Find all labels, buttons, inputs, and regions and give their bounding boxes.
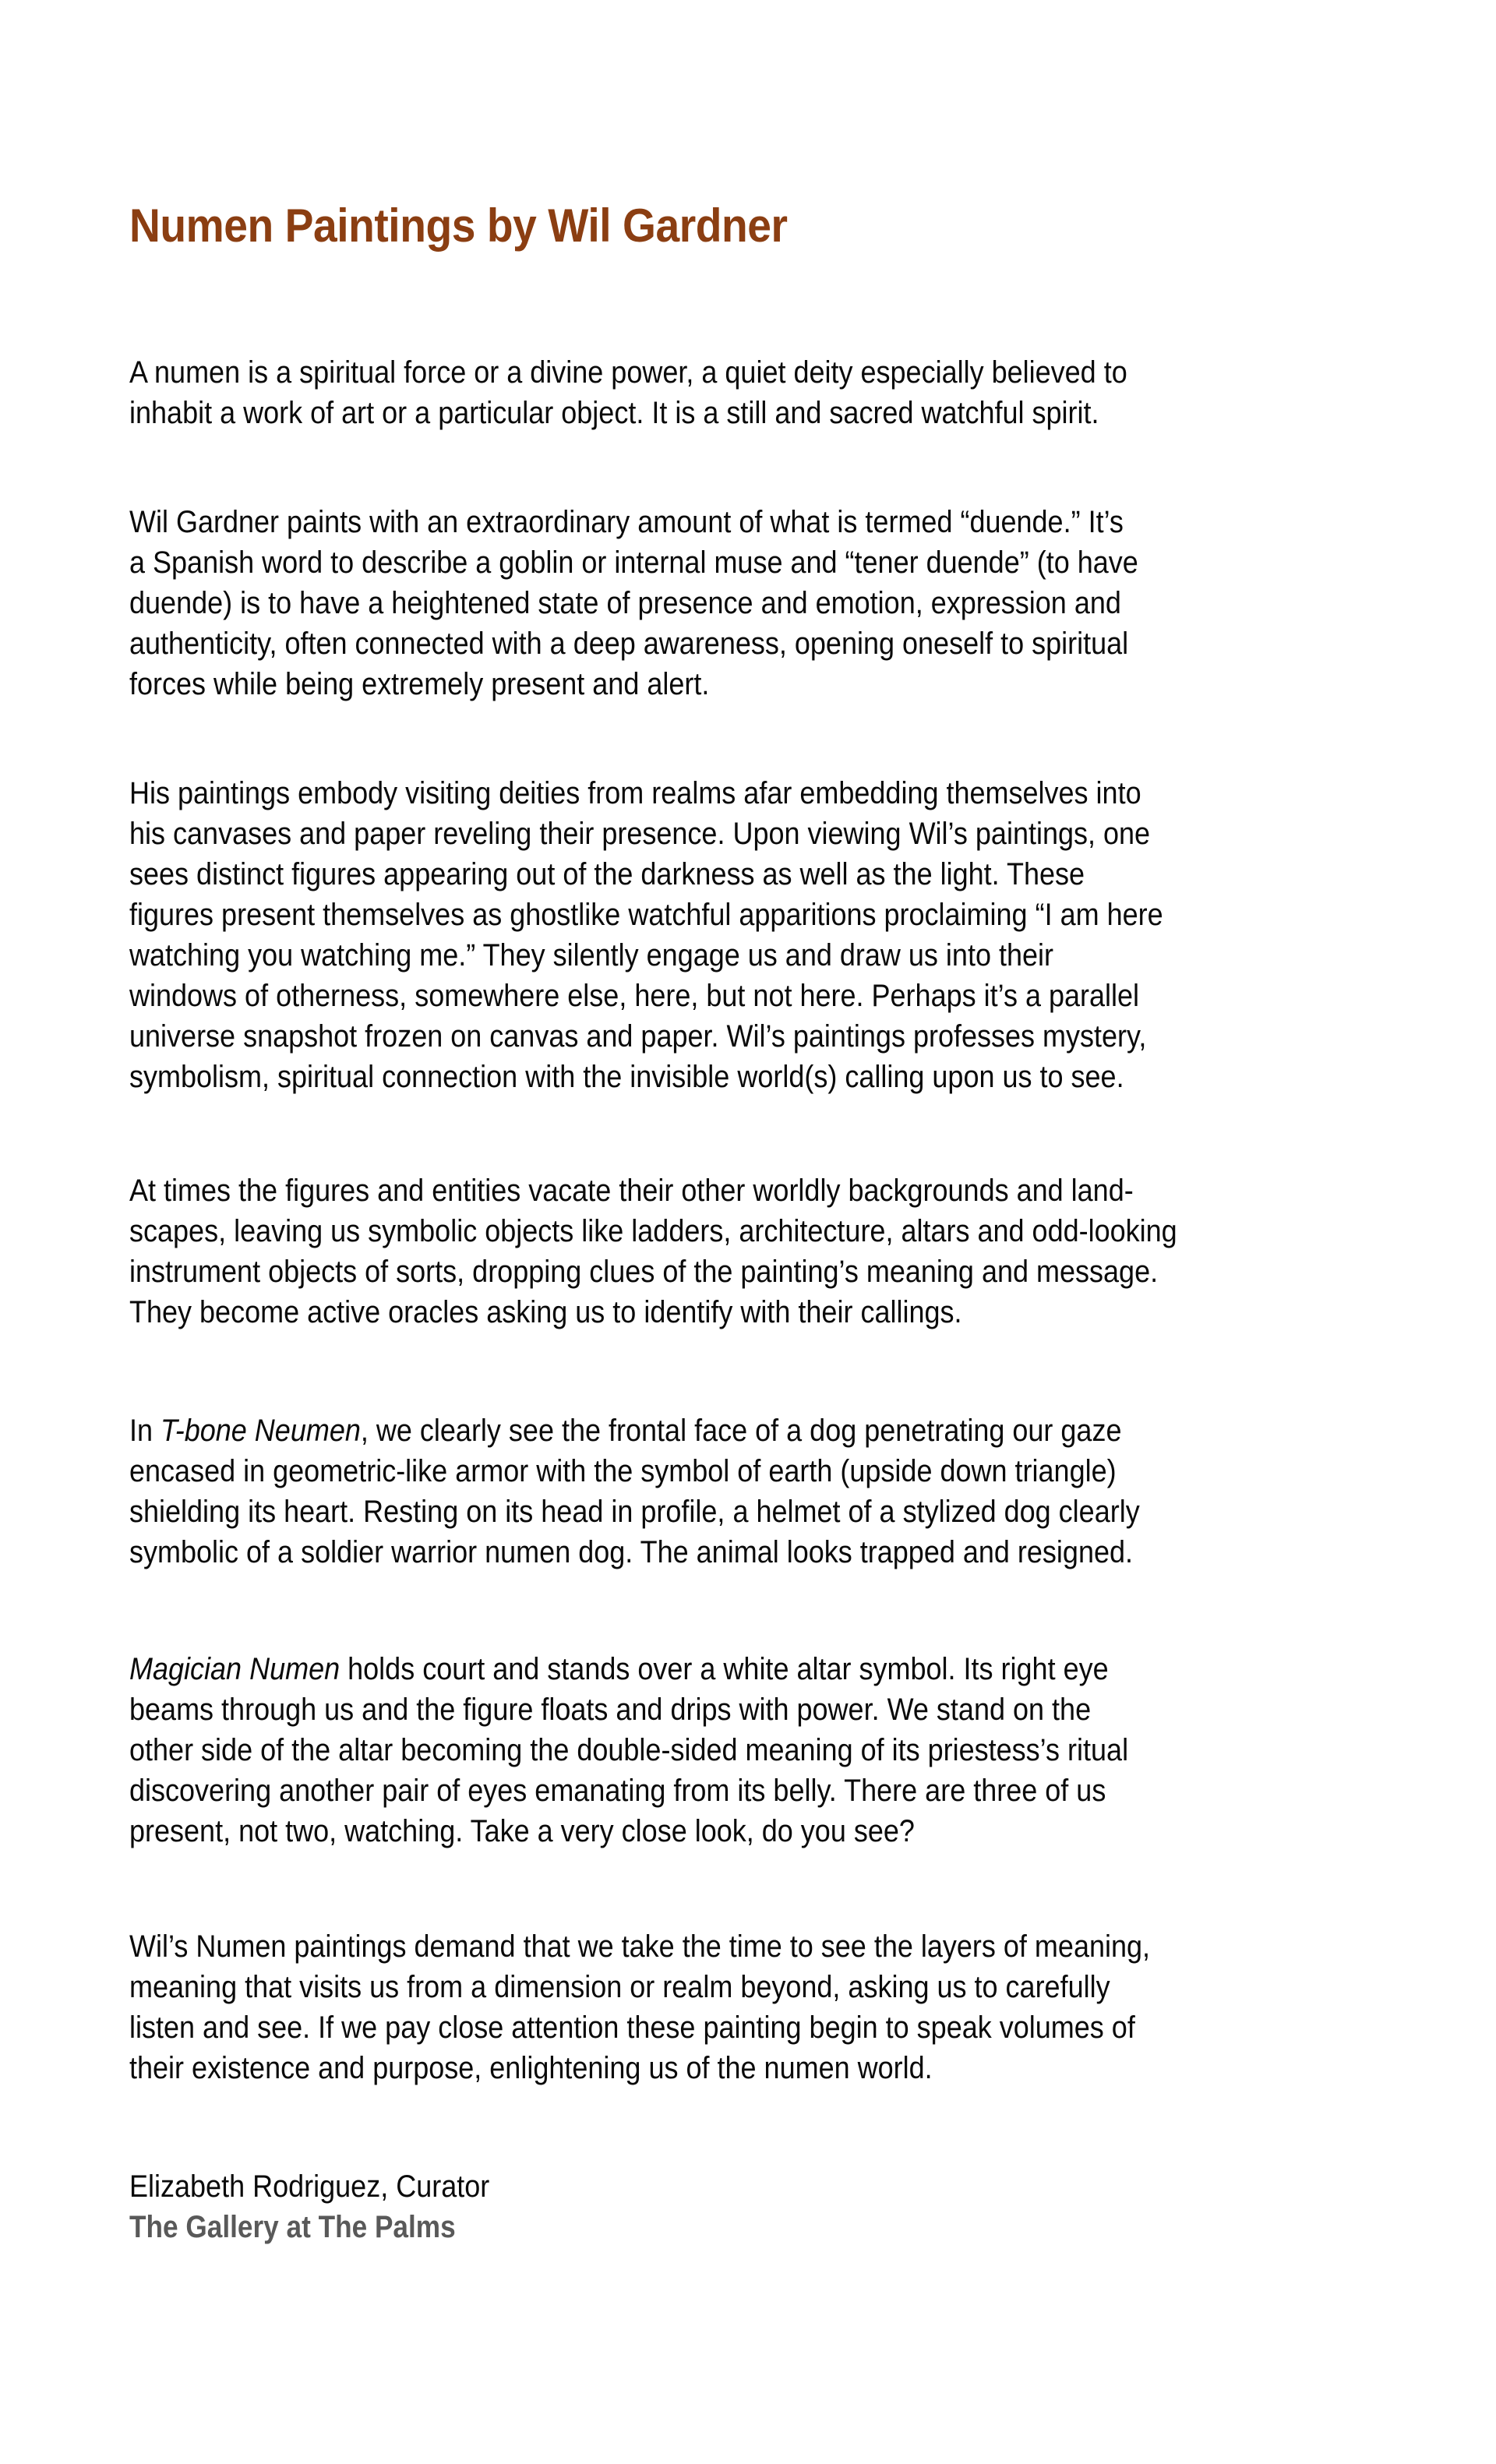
text-line: shielding its heart. Resting on its head in profile, a helmet of a stylized dog clearly [129,1495,1140,1529]
text-line: inhabit a work of art or a particular object. It is a still and sacred watchful spirit. [129,396,1099,430]
text-line: sees distinct figures appearing out of the darkness as well as the light. These [129,857,1085,891]
paragraph-duende [129,502,1251,704]
text-line: At times the figures and entities vacate their other worldly backgrounds and land- [129,1174,1134,1208]
paragraph-symbolic-objects [129,1170,1293,1333]
text-line: watching you watching me.” They silently engage us and draw us into their [129,938,1054,973]
text-line: A numen is a spiritual force or a divine power, a quiet deity especially believed to [129,355,1127,390]
text-line: meaning that visits us from a dimension or realm beyond, asking us to carefully [129,1970,1110,2004]
text-line: instrument objects of sorts, dropping clues of the painting’s meaning and message. [129,1255,1159,1289]
artwork-title-tbone-neumen: T-bone Neumen [161,1414,361,1448]
paragraph-magician-numen [129,1649,1240,1852]
text-line [129,1649,1128,1689]
text-line: universe snapshot frozen on canvas and paper. Wil’s paintings professes mystery, [129,1019,1147,1054]
text-line: beams through us and the figure floats and drips with power. We stand on the [129,1693,1092,1727]
paragraph-visiting-deities [129,773,1278,1097]
text-line: encased in geometric-like armor with the symbol of earth (upside down triangle) [129,1454,1117,1488]
artwork-title-magician-numen: Magician Numen [129,1652,340,1686]
text-line: windows of otherness, somewhere else, here, but not here. Perhaps it’s a parallel [129,979,1140,1013]
text-line: other side of the altar becoming the double-sided meaning of its priestess’s ritual [129,1733,1129,1767]
text-line: Wil Gardner paints with an extraordinary amount of what is termed “duende.” It’s [129,505,1124,539]
curator-signature: Elizabeth Rodriguez, Curator [129,2169,490,2204]
text-line: authenticity, often connected with a deep awareness, opening oneself to spiritual [129,627,1129,661]
paragraph-numen-definition [129,352,1238,433]
text-line: discovering another pair of eyes emanating from its belly. There are three of us [129,1774,1106,1808]
text-line: Wil’s Numen paintings demand that we take the time to see the layers of meaning, [129,1929,1151,1964]
document-title: Numen Paintings by Wil Gardner [129,199,788,252]
text-line: duende) is to have a heightened state of presence and emotion, expression and [129,586,1121,620]
text-line: his canvases and paper reveling their presence. Upon viewing Wil’s paintings, one [129,817,1151,851]
text-line: symbolism, spiritual connection with the invisible world(s) calling upon us to see. [129,1060,1124,1094]
text-line: their existence and purpose, enlightening us of the numen world. [129,2051,933,2085]
text-run: holds court and stands over a white altar symbol. Its right eye [340,1652,1109,1686]
text-line: figures present themselves as ghostlike watchful apparitions proclaiming “I am here [129,898,1163,932]
text-line: a Spanish word to describe a goblin or internal muse and “tener duende” (to have [129,545,1138,580]
text-line: listen and see. If we pay close attention these painting begin to speak volumes of [129,2010,1135,2045]
text-line: symbolic of a soldier warrior numen dog. The animal looks trapped and resigned. [129,1535,1134,1569]
text-run: , we clearly see the frontal face of a dog penetrating our gaze [360,1414,1122,1448]
text-line: His paintings embody visiting deities from realms afar embedding themselves into [129,776,1141,810]
gallery-name: The Gallery at The Palms [129,2210,456,2244]
text-run: In [129,1414,161,1448]
text-line: scapes, leaving us symbolic objects like ladders, architecture, altars and odd-looking [129,1214,1177,1248]
text-line: They become active oracles asking us to identify with their callings. [129,1295,962,1329]
text-line: present, not two, watching. Take a very close look, do you see? [129,1814,915,1848]
paragraph-conclusion [129,1926,1264,2088]
paragraph-tbone-neumen [129,1410,1252,1573]
text-line [129,1410,1140,1451]
text-line: forces while being extremely present and alert. [129,667,710,701]
